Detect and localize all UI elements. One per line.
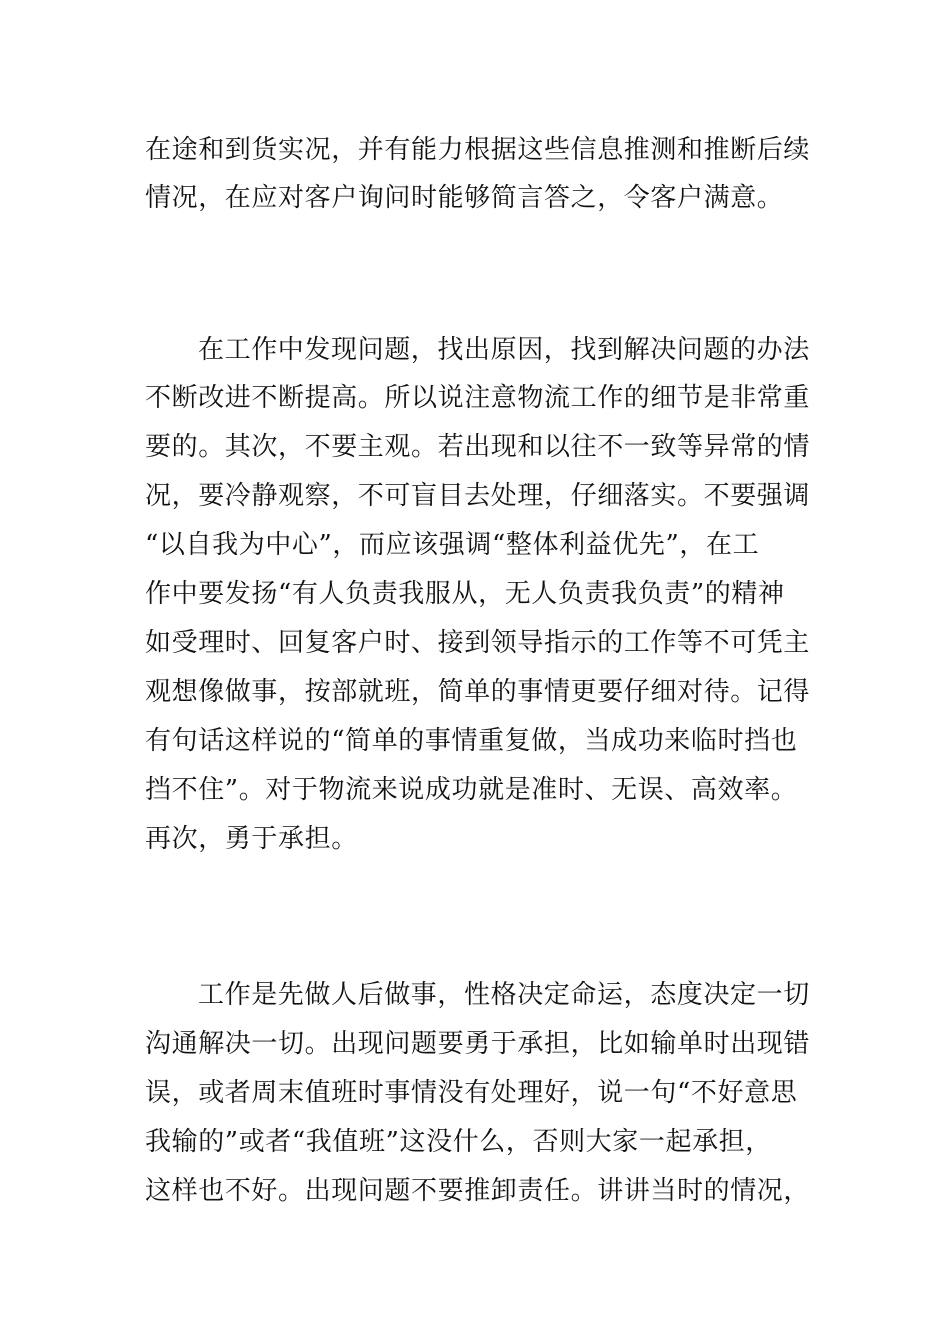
text-line: 我输的”或者“我值班”这没什么，否则大家一起承担， — [145, 1127, 772, 1157]
text-line: 这样也不好。出现问题不要推卸责任。讲讲当时的情况， — [145, 1176, 811, 1206]
text-line: 情况，在应对客户询问时能够简言答之，令客户满意。 — [145, 183, 784, 213]
text-line: 况，要冷静观察，不可盲目去处理，仔细落实。不要强调 — [145, 481, 811, 511]
text-line: 作中要发扬“有人负责我服从，无人负责我负责”的精神 — [145, 579, 785, 609]
text-line: 挡不住”。对于物流来说成功就是准时、无误、高效率。 — [145, 775, 798, 805]
text-line: 观想像做事，按部就班，简单的事情更要仔细对待。记得 — [145, 677, 811, 707]
text-line: 如受理时、回复客户时、接到领导指示的工作等不可凭主 — [145, 628, 811, 658]
text-line: 要的。其次，不要主观。若出现和以往不一致等异常的情 — [145, 432, 811, 462]
text-line: 在途和到货实况，并有能力根据这些信息推测和推断后续 — [145, 135, 811, 165]
text-line: 在工作中发现问题，找出原因，找到解决问题的办法 — [198, 335, 810, 365]
text-line: 再次，勇于承担。 — [145, 824, 358, 854]
text-line: 有句话这样说的“简单的事情重复做，当成功来临时挡也 — [145, 726, 798, 756]
text-line: 工作是先做人后做事，性格决定命运，态度决定一切 — [198, 980, 810, 1010]
text-line: “以自我为中心”，而应该强调“整体利益优先”，在工 — [145, 530, 760, 560]
text-line: 不断改进不断提高。所以说注意物流工作的细节是非常重 — [145, 383, 811, 413]
text-line: 误，或者周末值班时事情没有处理好，说一句“不好意思 — [145, 1078, 798, 1108]
text-line: 沟通解决一切。出现问题要勇于承担，比如输单时出现错 — [145, 1029, 811, 1059]
